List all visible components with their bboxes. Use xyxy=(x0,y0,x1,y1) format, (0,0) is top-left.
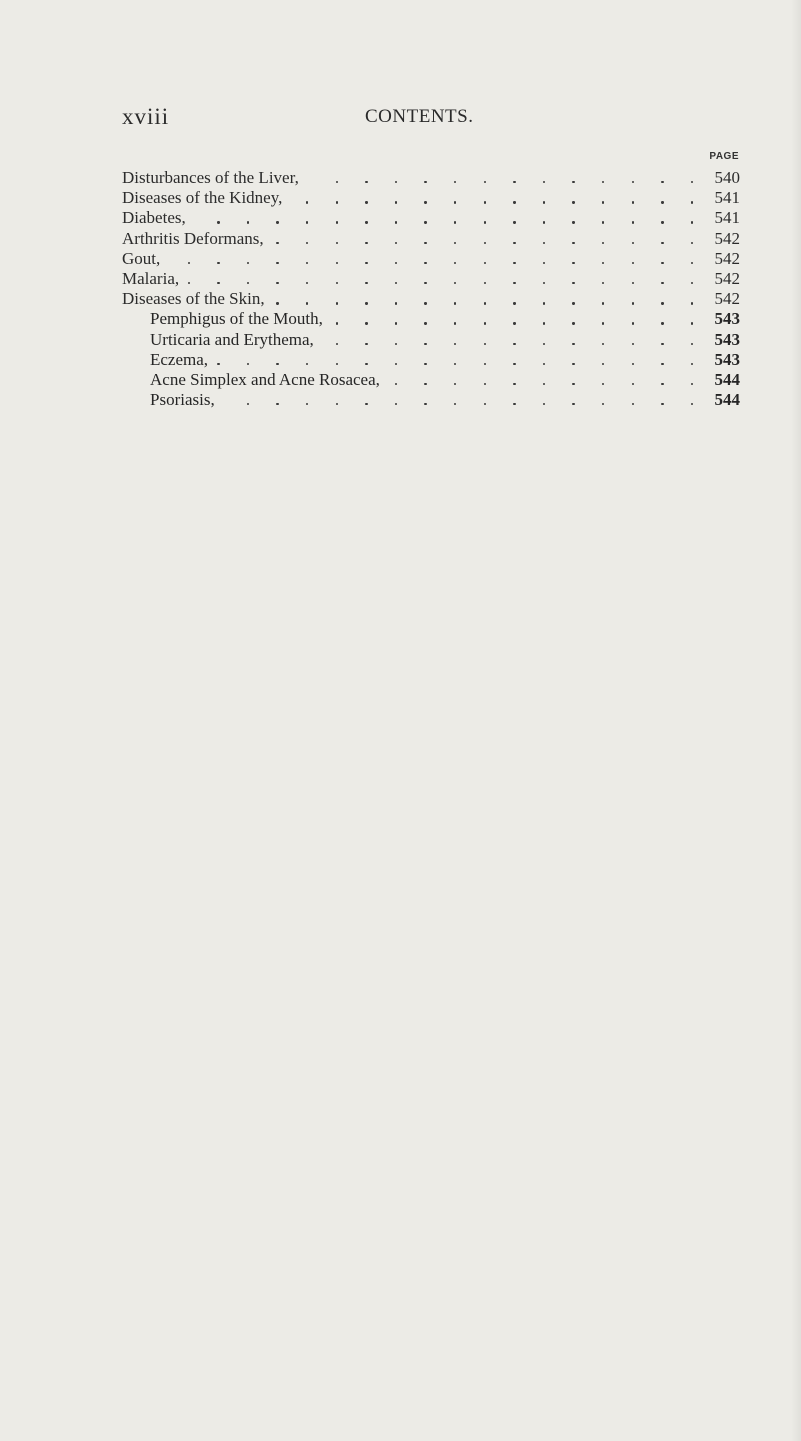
leader-dot xyxy=(454,282,456,284)
leader-dot xyxy=(572,282,574,284)
leader-dot xyxy=(661,181,663,183)
dot-leader xyxy=(0,208,801,228)
leader-dot xyxy=(632,221,634,223)
leader-dot xyxy=(632,363,634,365)
leader-dot xyxy=(484,363,486,365)
toc-entry-page-number: 541 xyxy=(714,188,740,208)
leader-dot xyxy=(424,302,426,304)
leader-dot xyxy=(454,363,456,365)
leader-dot xyxy=(188,282,190,284)
leader-dot xyxy=(395,181,397,183)
toc-entry-page-number: 541 xyxy=(714,208,740,228)
dot-leader xyxy=(0,229,801,249)
leader-dot xyxy=(365,221,367,223)
leader-dot xyxy=(247,262,249,264)
leader-dot xyxy=(484,322,486,324)
leader-dot xyxy=(602,181,604,183)
leader-dot xyxy=(484,343,486,345)
leader-dot xyxy=(424,181,426,183)
leader-dot xyxy=(484,201,486,203)
toc-entry-title: Diseases of the Kidney, xyxy=(122,188,283,208)
leader-dot xyxy=(513,383,515,385)
toc-entry xyxy=(0,289,801,309)
toc-entry xyxy=(0,370,801,390)
leader-dot xyxy=(513,343,515,345)
toc-entry-title: Malaria, xyxy=(122,268,180,288)
leader-dot xyxy=(306,221,308,223)
toc-entry xyxy=(0,330,801,350)
leader-dot xyxy=(336,322,338,324)
leader-dot xyxy=(691,302,693,304)
leader-dot xyxy=(365,262,367,264)
toc-entry-page-number: 543 xyxy=(714,349,740,369)
toc-entry-page-number: 542 xyxy=(714,228,740,248)
toc-entry-page-number: 543 xyxy=(714,329,740,349)
leader-dot xyxy=(691,282,693,284)
leader-dot xyxy=(424,403,426,405)
dot-leader xyxy=(0,188,801,208)
leader-dot xyxy=(484,262,486,264)
leader-dot xyxy=(513,302,515,304)
leader-dot xyxy=(661,343,663,345)
leader-dot xyxy=(306,201,308,203)
leader-dot xyxy=(365,322,367,324)
toc-entry-title: Acne Simplex and Acne Rosacea, xyxy=(150,369,380,389)
leader-dot xyxy=(454,262,456,264)
leader-dot xyxy=(602,282,604,284)
leader-dot xyxy=(632,181,634,183)
toc-entry-title: Pemphigus of the Mouth, xyxy=(150,309,323,329)
leader-dot xyxy=(572,262,574,264)
leader-dot xyxy=(424,363,426,365)
leader-dot xyxy=(543,363,545,365)
leader-dot xyxy=(424,262,426,264)
toc-entry-title: Diabetes, xyxy=(122,208,186,228)
leader-dot xyxy=(543,302,545,304)
leader-dot xyxy=(247,403,249,405)
leader-dot xyxy=(572,221,574,223)
leader-dot xyxy=(454,221,456,223)
leader-dot xyxy=(602,343,604,345)
leader-dot xyxy=(661,322,663,324)
leader-dot xyxy=(336,282,338,284)
leader-dot xyxy=(632,302,634,304)
leader-dot xyxy=(395,343,397,345)
leader-dot xyxy=(276,282,278,284)
leader-dot xyxy=(543,343,545,345)
leader-dot xyxy=(691,383,693,385)
leader-dot xyxy=(217,363,219,365)
page-title: CONTENTS. xyxy=(365,106,474,127)
leader-dot xyxy=(513,201,515,203)
leader-dot xyxy=(602,221,604,223)
leader-dot xyxy=(395,403,397,405)
toc-entry xyxy=(0,350,801,370)
leader-dot xyxy=(306,282,308,284)
leader-dot xyxy=(632,282,634,284)
leader-dot xyxy=(572,242,574,244)
leader-dot xyxy=(661,262,663,264)
leader-dot xyxy=(454,181,456,183)
leader-dot xyxy=(424,343,426,345)
leader-dot xyxy=(632,322,634,324)
leader-dot xyxy=(395,242,397,244)
leader-dot xyxy=(306,363,308,365)
dot-leader xyxy=(0,309,801,329)
toc-entry-title: Urticaria and Erythema, xyxy=(150,329,314,349)
toc-entry-page-number: 544 xyxy=(714,369,740,389)
toc-entry-page-number: 542 xyxy=(714,268,740,288)
leader-dot xyxy=(661,282,663,284)
contents-list xyxy=(0,168,801,410)
leader-dot xyxy=(691,221,693,223)
leader-dot xyxy=(513,322,515,324)
leader-dot xyxy=(276,221,278,223)
leader-dot xyxy=(276,363,278,365)
leader-dot xyxy=(691,201,693,203)
toc-entry-page-number: 540 xyxy=(714,168,740,187)
leader-dot xyxy=(661,242,663,244)
leader-dot xyxy=(602,403,604,405)
leader-dot xyxy=(484,302,486,304)
leader-dot xyxy=(454,302,456,304)
leader-dot xyxy=(543,322,545,324)
leader-dot xyxy=(247,282,249,284)
leader-dot xyxy=(572,302,574,304)
leader-dot xyxy=(543,221,545,223)
leader-dot xyxy=(424,383,426,385)
leader-dot xyxy=(543,262,545,264)
leader-dot xyxy=(188,262,190,264)
toc-entry-page-number: 544 xyxy=(714,390,740,410)
leader-dot xyxy=(336,302,338,304)
leader-dot xyxy=(513,363,515,365)
toc-entry xyxy=(0,249,801,269)
leader-dot xyxy=(424,242,426,244)
leader-dot xyxy=(484,181,486,183)
leader-dot xyxy=(513,181,515,183)
leader-dot xyxy=(484,282,486,284)
leader-dot xyxy=(454,383,456,385)
leader-dot xyxy=(543,383,545,385)
toc-entry-title: Disturbances of the Liver, xyxy=(122,168,299,187)
leader-dot xyxy=(336,343,338,345)
leader-dot xyxy=(691,262,693,264)
dot-leader xyxy=(0,330,801,350)
leader-dot xyxy=(454,322,456,324)
leader-dot xyxy=(424,201,426,203)
leader-dot xyxy=(572,403,574,405)
toc-entry-title: Arthritis Deformans, xyxy=(122,228,264,248)
leader-dot xyxy=(365,403,367,405)
leader-dot xyxy=(602,201,604,203)
leader-dot xyxy=(395,322,397,324)
leader-dot xyxy=(395,262,397,264)
leader-dot xyxy=(572,181,574,183)
leader-dot xyxy=(395,302,397,304)
leader-dot xyxy=(395,363,397,365)
leader-dot xyxy=(572,343,574,345)
leader-dot xyxy=(365,302,367,304)
leader-dot xyxy=(632,383,634,385)
dot-leader xyxy=(0,168,801,188)
leader-dot xyxy=(543,403,545,405)
leader-dot xyxy=(602,383,604,385)
leader-dot xyxy=(691,363,693,365)
leader-dot xyxy=(424,221,426,223)
leader-dot xyxy=(572,322,574,324)
toc-entry xyxy=(0,390,801,410)
leader-dot xyxy=(276,242,278,244)
toc-entry-page-number: 543 xyxy=(714,309,740,329)
leader-dot xyxy=(661,221,663,223)
leader-dot xyxy=(365,343,367,345)
leader-dot xyxy=(513,403,515,405)
toc-entry xyxy=(0,188,801,208)
leader-dot xyxy=(543,242,545,244)
leader-dot xyxy=(572,201,574,203)
running-head xyxy=(0,104,801,134)
leader-dot xyxy=(454,403,456,405)
leader-dot xyxy=(484,383,486,385)
leader-dot xyxy=(661,383,663,385)
toc-entry-page-number: 542 xyxy=(714,248,740,268)
toc-entry-title: Diseases of the Skin, xyxy=(122,289,265,309)
leader-dot xyxy=(661,403,663,405)
leader-dot xyxy=(602,262,604,264)
toc-entry-title: Eczema, xyxy=(150,349,209,369)
leader-dot xyxy=(602,302,604,304)
leader-dot xyxy=(572,363,574,365)
leader-dot xyxy=(336,181,338,183)
toc-entry-title: Psoriasis, xyxy=(150,390,215,410)
dot-leader xyxy=(0,350,801,370)
leader-dot xyxy=(336,242,338,244)
leader-dot xyxy=(602,242,604,244)
leader-dot xyxy=(276,403,278,405)
leader-dot xyxy=(336,201,338,203)
leader-dot xyxy=(513,262,515,264)
leader-dot xyxy=(543,181,545,183)
leader-dot xyxy=(365,282,367,284)
leader-dot xyxy=(572,383,574,385)
dot-leader xyxy=(0,370,801,390)
dot-leader xyxy=(0,249,801,269)
page-column-label: PAGE xyxy=(709,151,739,162)
leader-dot xyxy=(513,282,515,284)
toc-entry xyxy=(0,229,801,249)
leader-dot xyxy=(661,363,663,365)
leader-dot xyxy=(454,201,456,203)
leader-dot xyxy=(691,181,693,183)
leader-dot xyxy=(217,282,219,284)
leader-dot xyxy=(395,383,397,385)
leader-dot xyxy=(336,403,338,405)
leader-dot xyxy=(336,363,338,365)
leader-dot xyxy=(484,403,486,405)
leader-dot xyxy=(306,403,308,405)
leader-dot xyxy=(543,282,545,284)
leader-dot xyxy=(661,201,663,203)
toc-entry xyxy=(0,168,801,188)
toc-entry-title: Gout, xyxy=(122,248,161,268)
leader-dot xyxy=(632,242,634,244)
leader-dot xyxy=(306,302,308,304)
leader-dot xyxy=(454,242,456,244)
leader-dot xyxy=(513,221,515,223)
leader-dot xyxy=(691,343,693,345)
dot-leader xyxy=(0,289,801,309)
leader-dot xyxy=(691,242,693,244)
leader-dot xyxy=(306,242,308,244)
leader-dot xyxy=(247,363,249,365)
leader-dot xyxy=(454,343,456,345)
leader-dot xyxy=(661,302,663,304)
leader-dot xyxy=(484,221,486,223)
toc-entry-page-number: 542 xyxy=(714,289,740,309)
leader-dot xyxy=(691,403,693,405)
dot-leader xyxy=(0,390,801,410)
leader-dot xyxy=(336,221,338,223)
leader-dot xyxy=(602,322,604,324)
leader-dot xyxy=(484,242,486,244)
toc-entry xyxy=(0,208,801,228)
leader-dot xyxy=(395,282,397,284)
leader-dot xyxy=(365,242,367,244)
leader-dot xyxy=(306,262,308,264)
dot-leader xyxy=(0,269,801,289)
leader-dot xyxy=(632,201,634,203)
leader-dot xyxy=(217,221,219,223)
leader-dot xyxy=(365,201,367,203)
leader-dot xyxy=(365,363,367,365)
leader-dot xyxy=(217,262,219,264)
leader-dot xyxy=(632,403,634,405)
leader-dot xyxy=(632,262,634,264)
leader-dot xyxy=(543,201,545,203)
leader-dot xyxy=(365,181,367,183)
leader-dot xyxy=(691,322,693,324)
leader-dot xyxy=(513,242,515,244)
page-folio: xviii xyxy=(122,104,170,129)
leader-dot xyxy=(395,221,397,223)
leader-dot xyxy=(276,262,278,264)
leader-dot xyxy=(602,363,604,365)
leader-dot xyxy=(395,201,397,203)
leader-dot xyxy=(247,221,249,223)
toc-entry xyxy=(0,309,801,329)
leader-dot xyxy=(336,262,338,264)
leader-dot xyxy=(632,343,634,345)
leader-dot xyxy=(276,302,278,304)
leader-dot xyxy=(424,322,426,324)
leader-dot xyxy=(424,282,426,284)
toc-entry xyxy=(0,269,801,289)
